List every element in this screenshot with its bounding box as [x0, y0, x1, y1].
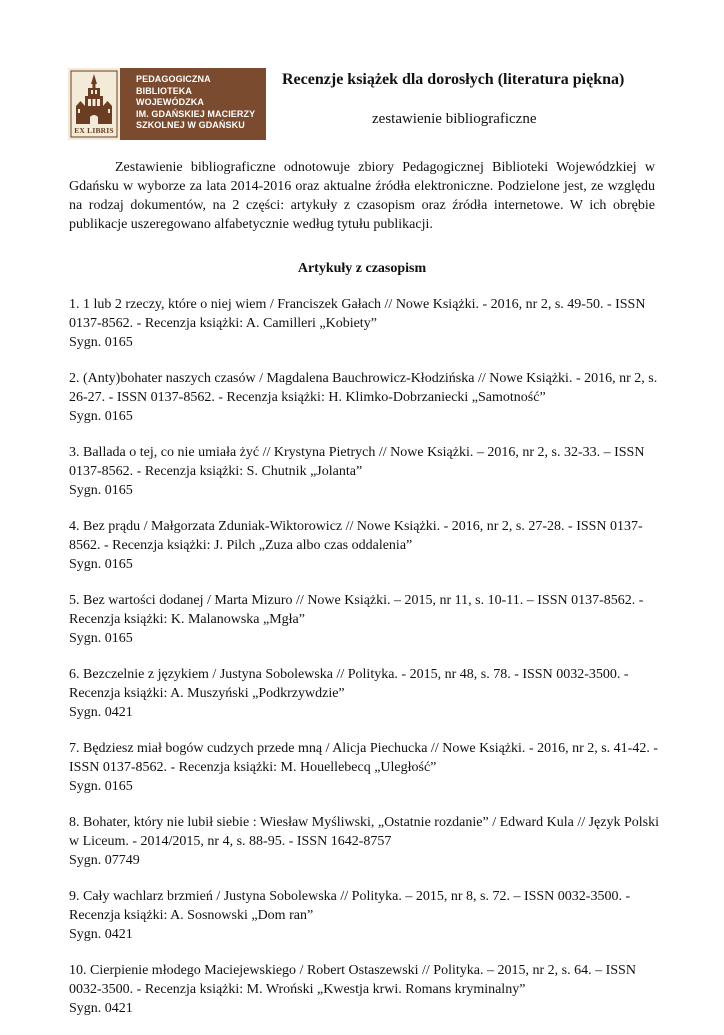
bibliography-entry — [69, 443, 661, 500]
entry-citation: 7. Będziesz miał bogów cudzych przede mną / Alicja Piechucka // Nowe Książki. - 2016, nr 2, s. 41-42. - ISSN 0137-8562. - Recenzja książki: M. Houellebecq „Uległość” — [69, 741, 659, 775]
logo-line: SZKOLNEJ W GDAŃSKU — [136, 120, 245, 130]
entry-citation: 5. Bez wartości dodanej / Marta Mizuro // Nowe Książki. – 2015, nr 11, s. 10-11. – ISSN 0137-8562. - Recenzja książki: K. Malanowska „Mgła” — [69, 593, 644, 627]
ex-libris-tower-icon — [68, 68, 120, 140]
bibliography-entry — [69, 739, 661, 796]
entry-call-number: Sygn. 0165 — [69, 483, 133, 498]
entry-call-number: Sygn. 0165 — [69, 631, 133, 646]
entry-citation: 1. 1 lub 2 rzeczy, które o niej wiem / Franciszek Gałach // Nowe Książki. - 2016, nr 2, s. 49-50. - ISSN 0137-8562. - Recenzja książki: A. Camilleri „Kobiety” — [69, 297, 646, 331]
entry-call-number: Sygn. 07749 — [69, 853, 140, 868]
entry-citation: 3. Ballada o tej, co nie umiała żyć // Krystyna Pietrych // Nowe Książki. – 2016, nr 2, s. 32-33. – ISSN 0137-8562. - Recenzja książki: S. Chutnik „Jolanta” — [69, 445, 645, 479]
logo-line: IM. GDAŃSKIEJ MACIERZY — [136, 108, 256, 119]
entry-citation: 6. Bezczelnie z językiem / Justyna Sobolewska // Polityka. - 2015, nr 48, s. 78. - ISSN 0032-3500. - Recenzja książki: A. Muszyński „Podkrzywdzie” — [69, 667, 629, 701]
bibliography-entry — [69, 517, 661, 574]
document-title: Recenzje książek dla dorosłych (literatura piękna) — [282, 71, 625, 88]
bibliography-entry — [69, 591, 661, 648]
logo-line: PEDAGOGICZNA — [136, 74, 211, 84]
entry-call-number: Sygn. 0165 — [69, 557, 133, 572]
entry-citation: 8. Bohater, który nie lubił siebie : Wiesław Myśliwski, „Ostatnie rozdanie” / Edward Kula // Język Polski w Liceum. - 2014/2015, nr 4, s. 88-95. - ISSN 1642-8757 — [69, 815, 660, 849]
entry-citation: 9. Cały wachlarz brzmień / Justyna Sobolewska // Polityka. – 2015, nr 8, s. 72. – ISSN 0032-3500. - Recenzja książki: A. Sosnowski „Dom ran” — [69, 889, 631, 923]
entry-citation: 2. (Anty)bohater naszych czasów / Magdalena Bauchrowicz-Kłodzińska // Nowe Książki. - 2016, nr 2, s. 26-27. - ISSN 0137-8562. - Recenzja książki: H. Klimko-Dobrzaniecki „Samotność” — [69, 371, 658, 405]
document-subtitle: zestawienie bibliograficzne — [372, 111, 537, 127]
logo-line: WOJEWÓDZKA — [136, 97, 204, 107]
entry-call-number: Sygn. 0165 — [69, 335, 133, 350]
section-title: Artykuły z czasopism — [297, 261, 427, 276]
bibliography-entry — [69, 961, 661, 1018]
ex-libris-label: EX LIBRIS — [74, 126, 114, 135]
logo-line: BIBLIOTEKA — [136, 85, 192, 96]
bibliography-list — [69, 295, 661, 1035]
logo-text — [120, 68, 266, 140]
bibliography-entry — [69, 813, 661, 870]
bibliography-entry — [69, 665, 661, 722]
bibliography-entry — [69, 295, 661, 352]
library-logo — [68, 68, 266, 140]
entry-citation: 10. Cierpienie młodego Maciejewskiego / Robert Ostaszewski // Polityka. – 2015, nr 2, s. 64. – ISSN 0032-3500. - Recenzja książki: M. Wroński „Kwestja krwi. Romans kryminalny” — [69, 963, 636, 997]
entry-call-number: Sygn. 0421 — [69, 705, 133, 720]
bibliography-entry — [69, 887, 661, 944]
entry-call-number: Sygn. 0421 — [69, 927, 133, 942]
entry-call-number: Sygn. 0421 — [69, 1001, 133, 1016]
bibliography-entry — [69, 369, 661, 426]
entry-call-number: Sygn. 0165 — [69, 409, 133, 424]
entry-call-number: Sygn. 0165 — [69, 779, 133, 794]
entry-citation: 4. Bez prądu / Małgorzata Zduniak-Wiktorowicz // Nowe Książki. - 2016, nr 2, s. 27-28. - ISSN 0137-8562. - Recenzja książki: J. Pilch „Zuza albo czas oddalenia” — [69, 519, 643, 553]
intro-paragraph: Zestawienie bibliograficzne odnotowuje zbiory Pedagogicznej Biblioteki Wojewódzkiej w Gdańsku w wyborze za lata 2014-2016 oraz aktualne źródła elektroniczne. Podzielone jest, ze względu na rodzaj dokumentów, na 2 części: artykuły z czasopism oraz źródła internetowe. W ich obrębie publikacje uszeregowano alfabetycznie według tytułu publikacji. — [69, 160, 655, 232]
